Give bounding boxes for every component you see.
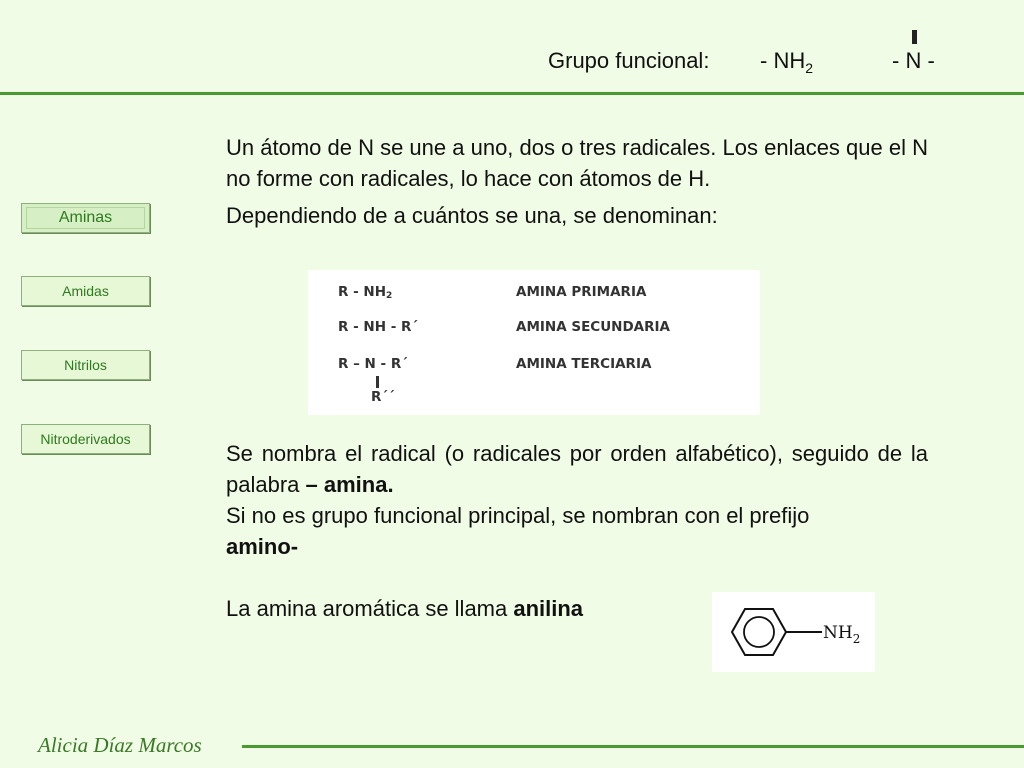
aniline-structure [712, 592, 875, 672]
table-amine-name: AMINA TERCIARIA [516, 356, 652, 372]
prefix-bold: amino- [226, 534, 299, 559]
nav-button-label: Nitroderivados [40, 431, 131, 447]
aromatic-circle-icon [744, 617, 774, 647]
amine-types-table [308, 270, 760, 415]
aniline-paragraph: La amina aromática se llama anilina [226, 596, 584, 621]
author-name: Alicia Díaz Marcos [38, 733, 202, 757]
nav-button-nitrilos[interactable] [21, 350, 150, 380]
naming-paragraph: Se nombra el radical (o radicales por orden alfabético), seguido de la palabra – amina. [226, 441, 928, 497]
nh2-prefix: - NH [760, 48, 806, 73]
bottom-divider [242, 745, 1024, 748]
aniline-bold: anilina [513, 596, 584, 621]
nh2-group [760, 48, 813, 76]
intro-section [226, 132, 928, 231]
prefix-paragraph: Si no es grupo funcional principal, se nombran con el prefijo amino- [226, 503, 810, 559]
nav-button-label: Nitrilos [64, 357, 107, 373]
nh2-subscript: 2 [805, 60, 814, 76]
nav-button-label: Aminas [58, 209, 113, 226]
functional-group-label: Grupo funcional: [548, 48, 710, 73]
aniline-structure-drawing [712, 592, 875, 672]
table-amine-name: AMINA PRIMARIA [516, 284, 647, 300]
nav-button-nitroderivados[interactable] [21, 424, 150, 454]
table-amine-name: AMINA SECUNDARIA [516, 319, 670, 335]
tertiary-bond-line [376, 376, 379, 388]
dependiendo-paragraph: Dependiendo de a cuántos se una, se denominan: [226, 203, 718, 228]
naming-section [226, 438, 928, 562]
top-divider [0, 92, 1024, 95]
n-bond-tick [912, 30, 917, 44]
nav-button-label: Amidas [62, 283, 109, 299]
table-formula: R - $NH_2$ [338, 284, 393, 301]
table-formula: R - NH - R´ [338, 319, 419, 335]
n-group: - N - [892, 48, 935, 73]
intro-paragraph: Un átomo de N se une a uno, dos o tres radicales. Los enlaces que el N no forme con radicales, lo hace con átomos de H. [226, 135, 928, 191]
benzene-ring-icon [732, 609, 786, 655]
naming-bold: – amina. [305, 472, 394, 497]
tertiary-r2-label: R´´ [371, 389, 395, 405]
table-formula: R – N - R´ [338, 356, 408, 372]
nav-button-amidas[interactable] [21, 276, 150, 306]
aniline-nh2-label: $NH_2$ [823, 623, 861, 646]
nav-button-aminas[interactable] [21, 203, 150, 233]
